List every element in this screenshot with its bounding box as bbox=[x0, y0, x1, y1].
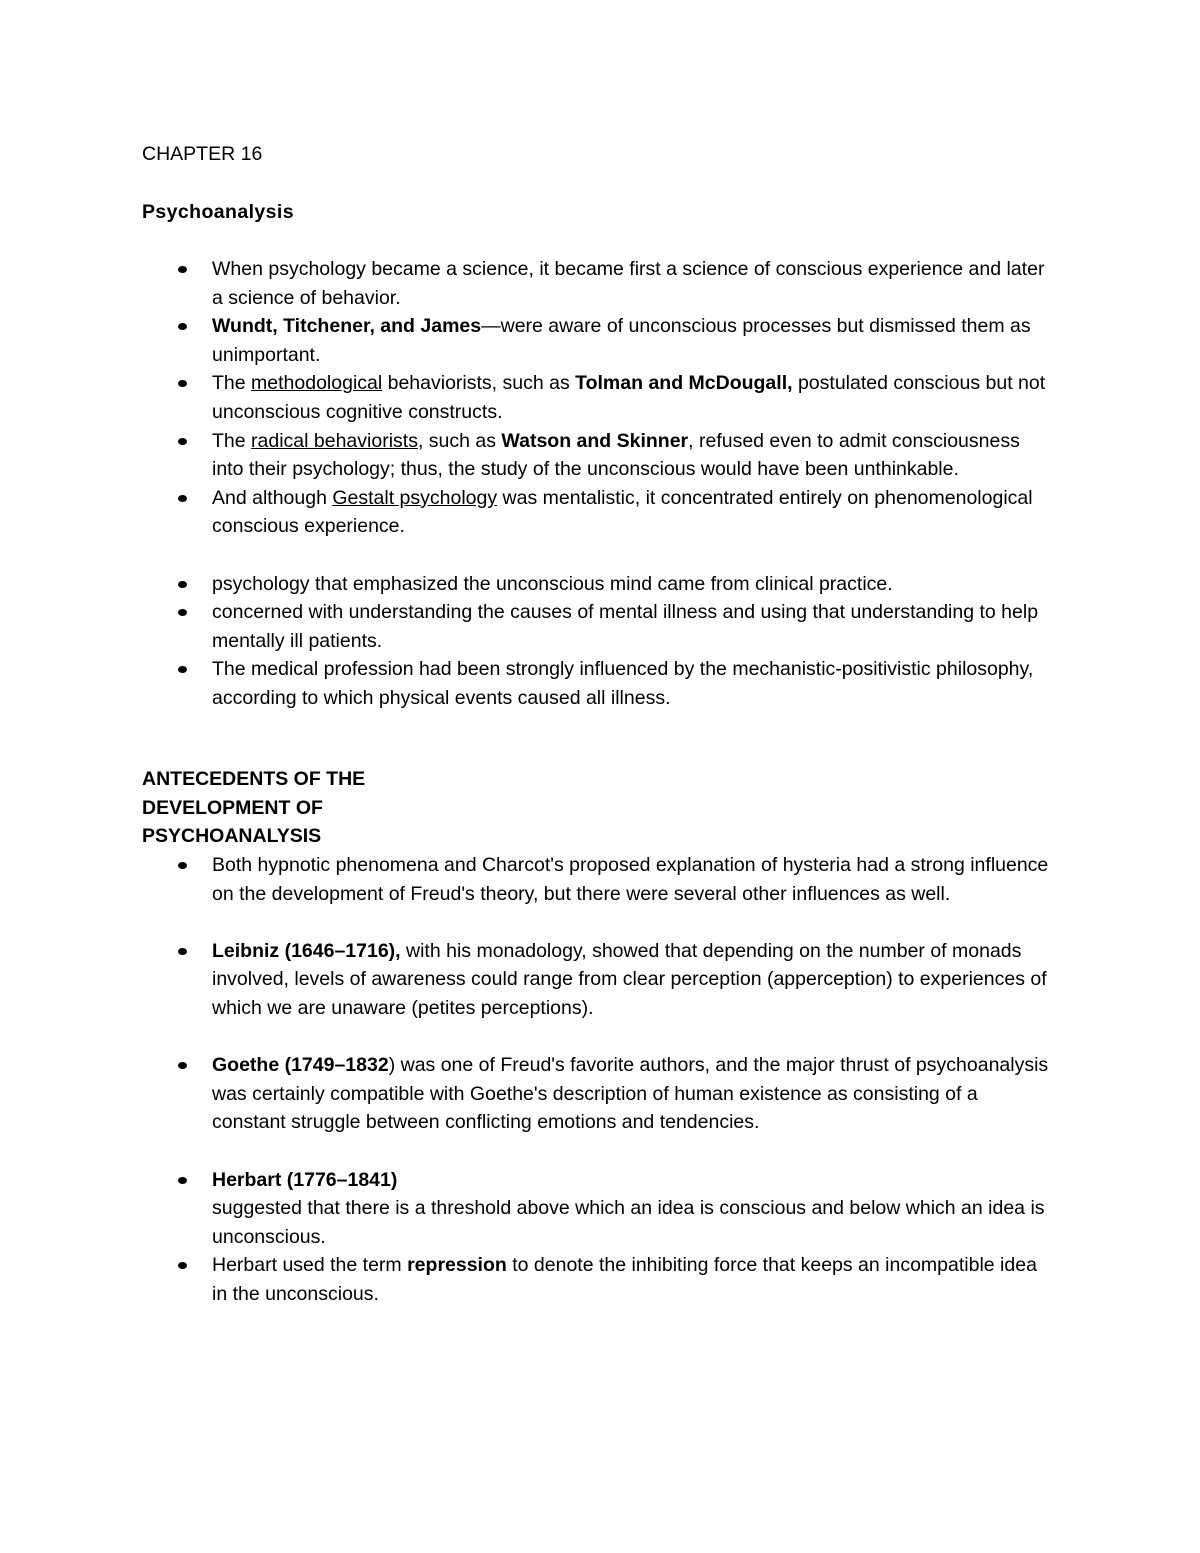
underlined-term: Gestalt psychology bbox=[332, 486, 498, 509]
bullet-text: , such as bbox=[417, 429, 502, 452]
title-line: DEVELOPMENT OF bbox=[142, 796, 323, 819]
list-item bbox=[0, 570, 1056, 599]
bold-names: Watson and Skinner bbox=[501, 429, 689, 452]
bullet-text: And although bbox=[212, 486, 333, 509]
bullet-text: —were aware of unconscious processes but dismissed them as unimportant. bbox=[212, 315, 1031, 366]
bullet-icon bbox=[178, 948, 187, 955]
bold-names: Tolman and McDougall, bbox=[575, 372, 793, 395]
bullet-text: behaviorists, such as bbox=[382, 372, 576, 395]
title-line: PSYCHOANALYSIS bbox=[142, 825, 322, 848]
bullet-text: The bbox=[212, 372, 252, 395]
list-item bbox=[0, 255, 1056, 312]
underlined-term: radical behaviorists bbox=[251, 429, 418, 452]
bullet-text: When psychology became a science, it became first a science of conscious experience and later a science of behavior. bbox=[212, 258, 1045, 309]
bold-names: Wundt, Titchener, and James bbox=[212, 315, 482, 338]
list-item bbox=[0, 1166, 1056, 1252]
section-title-psychoanalysis: Psychoanalysis bbox=[142, 201, 294, 223]
bullet-text: Both hypnotic phenomena and Charcot's proposed explanation of hysteria had a strong influence on the development of Freud's theory, but there were several other influences as well. bbox=[212, 854, 1049, 905]
list-item bbox=[0, 655, 1056, 712]
bullet-text: , refused even to admit consciousness into their psychology; thus, the study of the unconscious would have been unthinkable. bbox=[212, 429, 1020, 481]
bullet-icon bbox=[178, 266, 187, 273]
bullet-icon bbox=[178, 609, 187, 616]
bullet-icon bbox=[178, 1177, 187, 1184]
bullet-icon bbox=[178, 1262, 187, 1269]
list-item bbox=[0, 312, 1056, 369]
bullet-text: postulated conscious but not unconscious cognitive constructs. bbox=[212, 372, 1046, 423]
bold-names: Goethe (1749–1832 bbox=[212, 1054, 389, 1077]
list-item bbox=[0, 1051, 1056, 1137]
bold-names: Leibniz (1646–1716), bbox=[212, 939, 401, 962]
bullet-icon bbox=[178, 666, 187, 673]
list-item bbox=[0, 851, 1056, 908]
chapter-heading: CHAPTER 16 bbox=[142, 143, 263, 165]
section-title-antecedents bbox=[142, 765, 442, 851]
bullet-icon bbox=[178, 438, 187, 445]
list-item bbox=[0, 484, 1056, 541]
bold-term: repression bbox=[407, 1254, 507, 1277]
bullet-text: suggested that there is a threshold above which an idea is conscious and below which an idea is unconscious. bbox=[212, 1197, 1045, 1248]
bullet-text: The medical profession had been strongly influenced by the mechanistic-positivistic philosophy, according to which physical events caused all illness. bbox=[212, 658, 1034, 709]
bold-names: Herbart (1776–1841) bbox=[212, 1168, 398, 1191]
list-item bbox=[0, 598, 1056, 655]
bullet-icon bbox=[178, 862, 187, 869]
list-item bbox=[0, 937, 1056, 1023]
bullet-icon bbox=[178, 495, 187, 502]
bullet-text: was mentalistic, it concentrated entirely on phenomenological conscious experience. bbox=[212, 486, 1033, 538]
bullet-text: ) was one of Freud's favorite authors, and the major thrust of psychoanalysis was certainly compatible with Goethe's description of human existence as consisting of a constant struggle between conflicting emotions and tendencies. bbox=[212, 1054, 1049, 1134]
psychoanalysis-bullet-list bbox=[0, 255, 1056, 713]
bullet-text: psychology that emphasized the unconscious mind came from clinical practice. bbox=[212, 572, 893, 595]
bullet-icon bbox=[178, 581, 187, 588]
bullet-icon bbox=[178, 323, 187, 330]
underlined-term: methodological bbox=[251, 372, 383, 395]
bullet-icon bbox=[178, 1062, 187, 1069]
title-line: ANTECEDENTS OF THE bbox=[142, 768, 366, 790]
bullet-icon bbox=[178, 380, 187, 387]
list-item bbox=[0, 427, 1056, 484]
bullet-text: with his monadology, showed that depending on the number of monads involved, levels of awareness could range from clear perception (apperception) to experiences of which we are unaware (petites perceptions). bbox=[212, 939, 1047, 1019]
bullet-text: to denote the inhibiting force that keeps an incompatible idea in the unconscious. bbox=[212, 1254, 1037, 1305]
bullet-text: concerned with understanding the causes of mental illness and using that understanding to help mentally ill patients. bbox=[212, 601, 1039, 652]
list-item bbox=[0, 369, 1056, 426]
bullet-text: The bbox=[212, 429, 252, 452]
bullet-text: Herbart used the term bbox=[212, 1254, 408, 1277]
list-item bbox=[0, 1251, 1056, 1308]
antecedents-bullet-list bbox=[0, 851, 1056, 1309]
